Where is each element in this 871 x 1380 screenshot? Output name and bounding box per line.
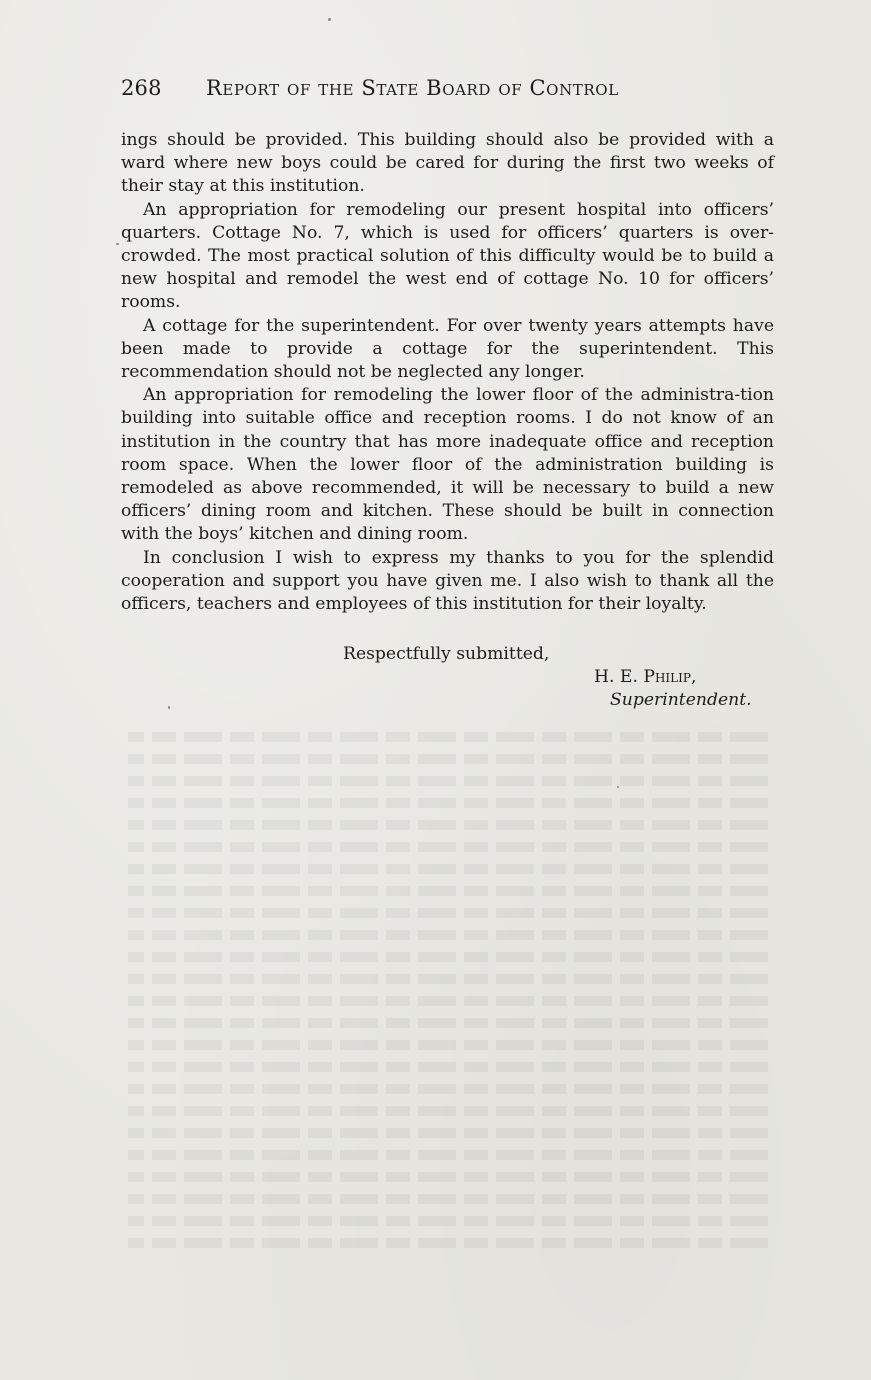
paper-speck (328, 18, 331, 21)
paper-speck (116, 243, 119, 245)
paper-speck (168, 706, 170, 709)
body-text (121, 129, 774, 616)
paragraph-superintendent-cottage: A cottage for the superintendent. For over twenty years attempts have been made to provide a cottage for the superintendent. This recommendation should not be neglected any longer. (121, 315, 774, 383)
paragraph-administration-building: An appropriation for remodeling the lower floor of the administra-tion building into suitable office and reception rooms. I do not know of an institution in the country that has more inadequate office and reception room space. When the lower floor of the administration building is remodeled as above recommended, it will be necessary to build a new officers’ dining room and kitchen. These should be built in connection with the boys’ kitchen and dining room. (121, 385, 774, 545)
signature-title: Superintendent. (610, 690, 752, 710)
paragraph-continuation: ings should be provided. This building should also be provided with a ward where new boys could be cared for during the first two weeks of their stay at this institution. (121, 130, 774, 197)
paragraph-hospital-appropriation: An appropriation for remodeling our present hospital into officers’ quarters. Cottage No. 7, which is used for officers’ quarters is over-crowded. The most practical solution of this difficulty would be to build a new hospital and remodel the west end of cottage No. 10 for officers’ rooms. (121, 199, 774, 313)
paragraph-conclusion: In conclusion I wish to express my thanks to you for the splendid cooperation and support you have given me. I also wish to thank all the officers, teachers and employees of this institution for their loyalty. (121, 547, 774, 615)
signature-initials: H. E. (594, 667, 638, 687)
paper-speck (617, 786, 619, 788)
bleed-through-texture (128, 720, 768, 1300)
running-head (121, 74, 781, 104)
page-number: 268 (121, 76, 162, 100)
signature-name (594, 666, 696, 689)
signature-surname: Philip, (643, 667, 697, 687)
closing-salutation: Respectfully submitted, (343, 644, 550, 664)
running-head-title: Report of the State Board of Control (206, 76, 619, 100)
